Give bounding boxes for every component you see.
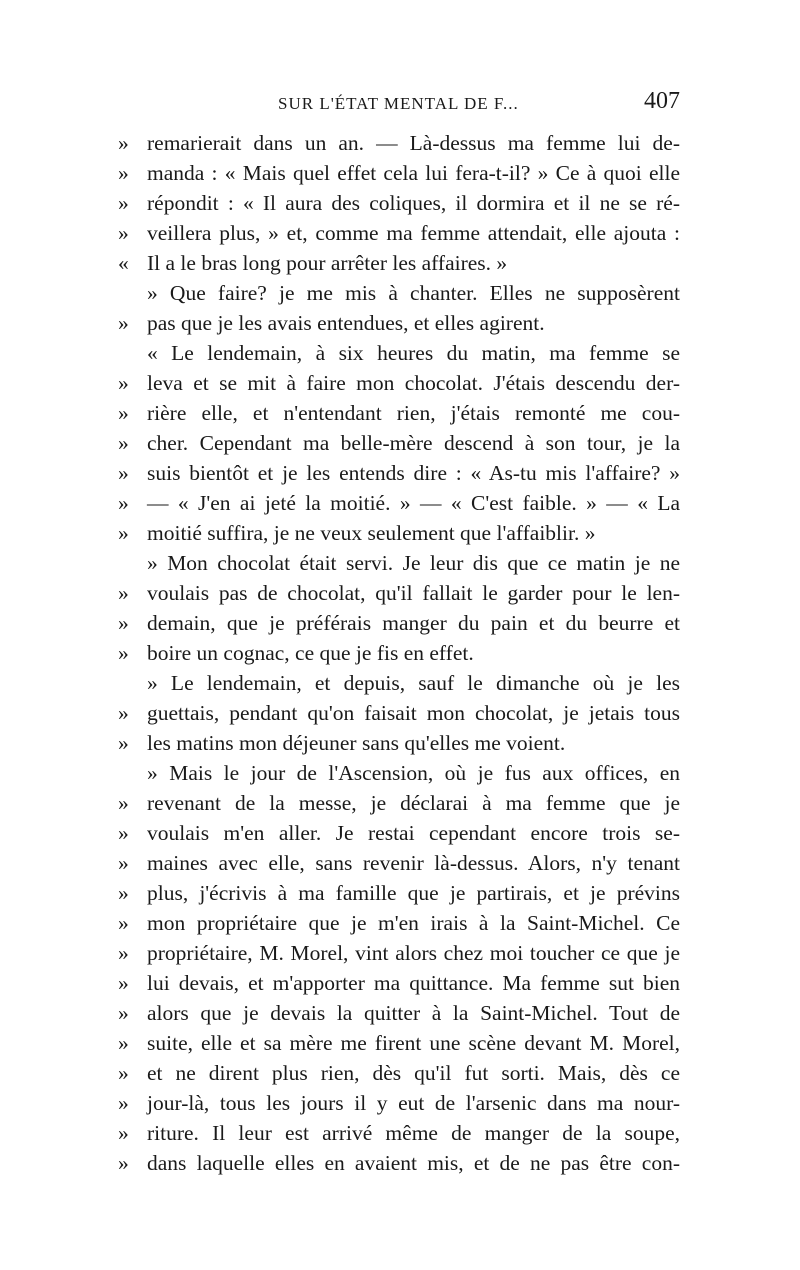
text-line bbox=[118, 938, 680, 968]
quote-mark: » bbox=[118, 131, 129, 155]
line-text: suis bientôt et je les entends dire : « As-tu mis l'affaire? » bbox=[147, 461, 680, 485]
quote-mark: » bbox=[118, 1001, 129, 1025]
text-line bbox=[118, 608, 680, 638]
line-text: riture. Il leur est arrivé même de manger de la soupe, bbox=[147, 1121, 680, 1145]
text-line bbox=[118, 668, 680, 698]
quote-mark: » bbox=[118, 701, 129, 725]
line-text: et ne dirent plus rien, dès qu'il fut sorti. Mais, dès ce bbox=[147, 1061, 680, 1085]
line-text: — « J'en ai jeté la moitié. » — « C'est faible. » — « La bbox=[147, 491, 680, 515]
text-line bbox=[118, 1118, 680, 1148]
text-line bbox=[118, 458, 680, 488]
quote-mark: « bbox=[118, 251, 129, 275]
line-text: revenant de la messe, je déclarai à ma femme que je bbox=[147, 791, 680, 815]
line-text: répondit : « Il aura des coliques, il dormira et il ne se ré- bbox=[147, 191, 680, 215]
line-text: voulais m'en aller. Je restai cependant encore trois se- bbox=[147, 821, 680, 845]
quote-mark: » bbox=[118, 161, 129, 185]
line-text: « Le lendemain, à six heures du matin, ma femme se bbox=[147, 341, 680, 365]
line-text: » Le lendemain, et depuis, sauf le dimanche où je les bbox=[147, 671, 680, 695]
line-text: veillera plus, » et, comme ma femme attendait, elle ajouta : bbox=[147, 221, 680, 245]
line-text: maines avec elle, sans revenir là-dessus. Alors, n'y tenant bbox=[147, 851, 680, 875]
text-line bbox=[118, 518, 680, 548]
text-line bbox=[118, 1088, 680, 1118]
quote-mark: » bbox=[118, 911, 129, 935]
line-text: pas que je les avais entendues, et elles agirent. bbox=[147, 311, 545, 335]
text-line bbox=[118, 338, 680, 368]
quote-mark: » bbox=[118, 401, 129, 425]
quote-mark: » bbox=[118, 1151, 129, 1175]
text-line bbox=[118, 488, 680, 518]
text-line bbox=[118, 218, 680, 248]
text-line bbox=[118, 818, 680, 848]
text-line bbox=[118, 728, 680, 758]
quote-mark: » bbox=[118, 461, 129, 485]
text-line bbox=[118, 248, 680, 278]
text-line bbox=[118, 548, 680, 578]
text-line bbox=[118, 788, 680, 818]
quote-mark: » bbox=[118, 1031, 129, 1055]
text-line bbox=[118, 308, 680, 338]
line-text: alors que je devais la quitter à la Saint-Michel. Tout de bbox=[147, 1001, 680, 1025]
quote-mark: » bbox=[118, 1061, 129, 1085]
line-text: Il a le bras long pour arrêter les affaires. » bbox=[147, 251, 508, 275]
line-text: remarierait dans un an. — Là-dessus ma femme lui de- bbox=[147, 131, 680, 155]
text-line bbox=[118, 998, 680, 1028]
text-line bbox=[118, 698, 680, 728]
quote-mark: » bbox=[118, 941, 129, 965]
quote-mark: » bbox=[118, 581, 129, 605]
quote-mark: » bbox=[118, 1121, 129, 1145]
line-text: boire un cognac, ce que je fis en effet. bbox=[147, 641, 474, 665]
quote-mark: » bbox=[118, 491, 129, 515]
line-text: manda : « Mais quel effet cela lui fera-t-il? » Ce à quoi elle bbox=[147, 161, 680, 185]
page-number: 407 bbox=[644, 88, 680, 114]
quote-mark: » bbox=[118, 731, 129, 755]
quote-mark: » bbox=[118, 791, 129, 815]
text-line bbox=[118, 128, 680, 158]
text-line bbox=[118, 1148, 680, 1178]
text-line bbox=[118, 428, 680, 458]
text-line bbox=[118, 908, 680, 938]
line-text: les matins mon déjeuner sans qu'elles me voient. bbox=[147, 731, 566, 755]
line-text: rière elle, et n'entendant rien, j'étais remonté me cou- bbox=[147, 401, 680, 425]
text-line bbox=[118, 848, 680, 878]
text-line bbox=[118, 638, 680, 668]
line-text: leva et se mit à faire mon chocolat. J'étais descendu der- bbox=[147, 371, 680, 395]
quote-mark: » bbox=[118, 371, 129, 395]
text-line bbox=[118, 878, 680, 908]
quote-mark: » bbox=[118, 881, 129, 905]
quote-mark: » bbox=[118, 431, 129, 455]
text-line bbox=[118, 968, 680, 998]
line-text: » Que faire? je me mis à chanter. Elles ne supposèrent bbox=[147, 281, 680, 305]
body-text bbox=[118, 128, 680, 1178]
text-line bbox=[118, 368, 680, 398]
line-text: dans laquelle elles en avaient mis, et de ne pas être con- bbox=[147, 1151, 680, 1175]
text-line bbox=[118, 758, 680, 788]
page-header bbox=[118, 88, 680, 122]
quote-mark: » bbox=[118, 1091, 129, 1115]
quote-mark: » bbox=[118, 311, 129, 335]
line-text: lui devais, et m'apporter ma quittance. Ma femme sut bien bbox=[147, 971, 680, 995]
quote-mark: » bbox=[118, 221, 129, 245]
quote-mark: » bbox=[118, 821, 129, 845]
quote-mark: » bbox=[118, 971, 129, 995]
quote-mark: » bbox=[118, 611, 129, 635]
line-text: jour-là, tous les jours il y eut de l'arsenic dans ma nour- bbox=[147, 1091, 680, 1115]
quote-mark: » bbox=[118, 191, 129, 215]
line-text: » Mais le jour de l'Ascension, où je fus aux offices, en bbox=[147, 761, 680, 785]
line-text: plus, j'écrivis à ma famille que je partirais, et je prévins bbox=[147, 881, 680, 905]
text-line bbox=[118, 1028, 680, 1058]
quote-mark: » bbox=[118, 521, 129, 545]
text-line bbox=[118, 578, 680, 608]
text-line bbox=[118, 1058, 680, 1088]
text-line bbox=[118, 278, 680, 308]
line-text: propriétaire, M. Morel, vint alors chez moi toucher ce que je bbox=[147, 941, 680, 965]
line-text: cher. Cependant ma belle-mère descend à son tour, je la bbox=[147, 431, 680, 455]
line-text: demain, que je préférais manger du pain et du beurre et bbox=[147, 611, 680, 635]
quote-mark: » bbox=[118, 641, 129, 665]
running-title: SUR L'ÉTAT MENTAL DE F... bbox=[278, 94, 519, 113]
line-text: » Mon chocolat était servi. Je leur dis que ce matin je ne bbox=[147, 551, 680, 575]
quote-mark: » bbox=[118, 851, 129, 875]
text-line bbox=[118, 158, 680, 188]
line-text: mon propriétaire que je m'en irais à la Saint-Michel. Ce bbox=[147, 911, 680, 935]
line-text: moitié suffira, je ne veux seulement que l'affaiblir. » bbox=[147, 521, 596, 545]
text-line bbox=[118, 188, 680, 218]
line-text: guettais, pendant qu'on faisait mon chocolat, je jetais tous bbox=[147, 701, 680, 725]
line-text: voulais pas de chocolat, qu'il fallait le garder pour le len- bbox=[147, 581, 680, 605]
text-line bbox=[118, 398, 680, 428]
line-text: suite, elle et sa mère me firent une scène devant M. Morel, bbox=[147, 1031, 680, 1055]
